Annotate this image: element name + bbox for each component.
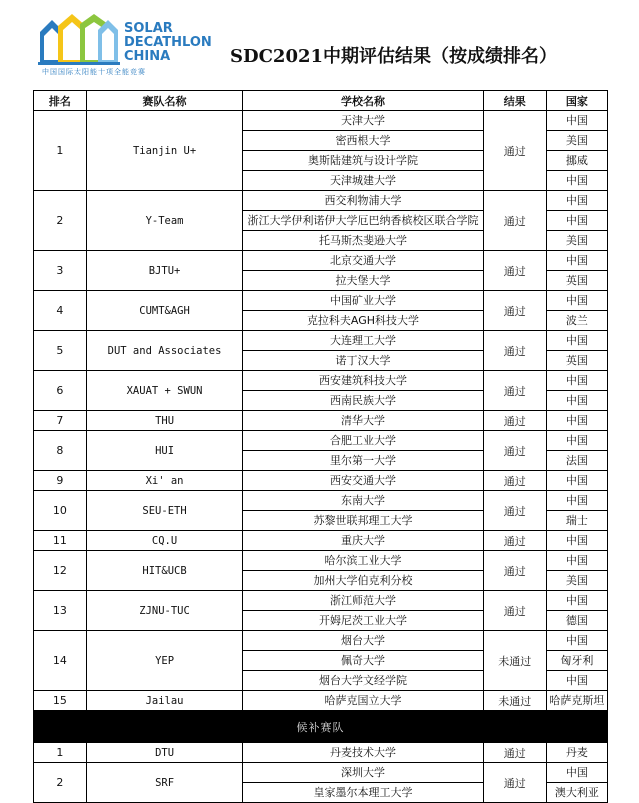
school-name: 烟台大学文经学院 [243,670,482,690]
school-name: 烟台大学 [340,634,385,647]
table-row [34,763,608,803]
col-team-header: 赛队名称 [86,91,242,111]
rank-cell: 3 [34,251,87,291]
result-cell: 通过 [483,111,546,191]
country-name: 法国 [547,450,607,470]
school-name: 东南大学 [340,494,385,507]
table-row [34,591,608,631]
col-school-header: 学校名称 [243,91,483,111]
solar-decathlon-logo [38,12,218,78]
result-cell: 通过 [483,371,546,411]
team-cell: Jailau [86,691,242,711]
school-name: 克拉科夫AGH科技大学 [243,310,482,330]
school-name: 西交利物浦大学 [324,194,402,207]
country-name: 美国 [547,570,607,590]
rank-cell: 14 [34,631,87,691]
team-cell: XAUAT + SWUN [86,371,242,411]
rank-cell: 8 [34,431,87,471]
country-name: 中国 [565,294,588,307]
team-cell: CUMT&AGH [86,291,242,331]
school-cell [243,291,483,331]
rank-cell: 15 [34,691,87,711]
country-name: 美国 [547,130,607,150]
school-cell [243,411,483,431]
logo-subtitle: 中国国际太阳能十项全能竞赛 [42,68,146,76]
rank-cell: 1 [34,111,87,191]
table-row [34,531,608,551]
school-cell [243,471,483,491]
alternate-label: 候补赛队 [34,711,608,743]
alternate-separator-row [34,711,608,743]
team-cell: DUT and Associates [86,331,242,371]
school-name: 苏黎世联邦理工大学 [243,510,482,530]
school-name: 里尔第一大学 [243,450,482,470]
school-name: 哈萨克国立大学 [324,694,402,707]
logo-line-3: CHINA [124,49,171,64]
country-name: 中国 [565,594,588,607]
country-cell [546,531,607,551]
table-row [34,471,608,491]
team-cell: DTU [86,743,242,763]
rank-cell: 5 [34,331,87,371]
result-cell: 通过 [483,331,546,371]
table-row [34,111,608,191]
school-name: 丹麦技术大学 [329,746,396,759]
school-name: 西南民族大学 [243,390,482,410]
country-cell [546,191,607,251]
country-name: 英国 [547,270,607,290]
result-cell: 通过 [483,551,546,591]
rank-cell: 1 [34,743,87,763]
result-cell: 通过 [483,743,546,763]
country-name: 波兰 [547,310,607,330]
country-name: 中国 [547,170,607,190]
table-row [34,743,608,763]
rank-cell: 9 [34,471,87,491]
country-name: 挪威 [547,150,607,170]
country-name: 德国 [547,610,607,630]
school-name: 重庆大学 [340,534,385,547]
school-name: 开姆尼茨工业大学 [243,610,482,630]
table-row [34,331,608,371]
country-cell [546,551,607,591]
result-cell: 通过 [483,251,546,291]
country-cell [546,591,607,631]
country-cell [546,471,607,491]
country-cell [546,491,607,531]
result-cell: 通过 [483,431,546,471]
team-cell: CQ.U [86,531,242,551]
school-name: 佩奇大学 [243,650,482,670]
team-cell: Y-Team [86,191,242,251]
country-name: 中国 [565,194,588,207]
rank-cell: 7 [34,411,87,431]
result-cell: 未通过 [483,631,546,691]
school-name: 浙江师范大学 [329,594,396,607]
school-name: 奥斯陆建筑与设计学院 [243,150,482,170]
country-cell [546,431,607,471]
rank-cell: 6 [34,371,87,411]
rank-cell: 12 [34,551,87,591]
results-table [33,90,608,803]
country-name: 中国 [565,414,588,427]
team-cell: HIT&UCB [86,551,242,591]
result-cell: 通过 [483,291,546,331]
country-name: 中国 [565,114,588,127]
country-name: 中国 [547,210,607,230]
school-name: 密西根大学 [243,130,482,150]
country-name: 中国 [547,670,607,690]
table-row [34,431,608,471]
school-cell [243,551,483,591]
team-cell: HUI [86,431,242,471]
school-name: 托马斯杰斐逊大学 [243,230,482,250]
school-name: 清华大学 [340,414,385,427]
country-cell [546,691,607,711]
table-row [34,251,608,291]
country-cell [546,331,607,371]
country-cell [546,371,607,411]
table-header-row [34,91,608,111]
country-cell [546,743,607,763]
col-result-header: 结果 [483,91,546,111]
team-cell: Tianjin U+ [86,111,242,191]
school-name: 西安交通大学 [329,474,396,487]
logo-line-1: SOLAR [124,21,173,36]
country-name: 中国 [565,534,588,547]
team-cell: BJTU+ [86,251,242,291]
rank-cell: 2 [34,763,87,803]
country-name: 中国 [565,254,588,267]
result-cell: 通过 [483,411,546,431]
alternates-body [34,743,608,803]
result-cell: 通过 [483,491,546,531]
rank-cell: 10 [34,491,87,531]
school-cell [243,191,483,251]
country-name: 澳大利亚 [547,782,607,802]
result-cell: 通过 [483,471,546,491]
school-name: 中国矿业大学 [329,294,396,307]
team-cell: SEU-ETH [86,491,242,531]
result-cell: 通过 [483,531,546,551]
school-cell [243,763,483,803]
school-name: 加州大学伯克利分校 [243,570,482,590]
rank-cell: 13 [34,591,87,631]
table-row [34,491,608,531]
table-row [34,551,608,591]
country-cell [546,251,607,291]
country-name: 中国 [565,634,588,647]
school-name: 哈尔滨工业大学 [324,554,402,567]
country-name: 中国 [565,766,588,779]
country-cell [546,631,607,691]
country-cell [546,763,607,803]
country-cell [546,411,607,431]
team-cell: Xi' an [86,471,242,491]
school-cell [243,591,483,631]
col-country-header: 国家 [546,91,607,111]
team-cell: THU [86,411,242,431]
country-name: 中国 [565,434,588,447]
table-row [34,631,608,691]
country-cell [546,111,607,191]
table-row [34,191,608,251]
school-name: 北京交通大学 [329,254,396,267]
teams-body [34,111,608,711]
result-cell: 未通过 [483,691,546,711]
school-name: 诺丁汉大学 [243,350,482,370]
houses-logo-icon [38,12,120,66]
logo-wordmark [124,22,212,64]
team-cell: ZJNU-TUC [86,591,242,631]
country-name: 中国 [565,494,588,507]
country-name: 美国 [547,230,607,250]
country-name: 匈牙利 [547,650,607,670]
table-row [34,691,608,711]
team-cell: SRF [86,763,242,803]
school-name: 拉夫堡大学 [243,270,482,290]
table-row [34,371,608,411]
country-name: 中国 [547,390,607,410]
school-name: 天津城建大学 [243,170,482,190]
school-cell [243,111,483,191]
school-name: 浙江大学伊利诺伊大学厄巴纳香槟校区联合学院 [243,210,482,230]
country-cell [546,291,607,331]
col-rank-header: 排名 [34,91,87,111]
country-name: 英国 [547,350,607,370]
school-name: 天津大学 [340,114,385,127]
school-cell [243,251,483,291]
country-name: 瑞士 [547,510,607,530]
school-name: 深圳大学 [340,766,385,779]
school-cell [243,331,483,371]
school-name: 皇家墨尔本理工大学 [243,782,482,802]
country-name: 中国 [565,554,588,567]
country-name: 中国 [565,374,588,387]
school-name: 大连理工大学 [329,334,396,347]
team-cell: YEP [86,631,242,691]
table-row [34,411,608,431]
table-row [34,291,608,331]
country-name: 哈萨克斯坦 [549,694,605,707]
country-name: 中国 [565,474,588,487]
school-cell [243,743,483,763]
rank-cell: 2 [34,191,87,251]
school-cell [243,531,483,551]
school-cell [243,431,483,471]
school-cell [243,371,483,411]
rank-cell: 4 [34,291,87,331]
school-cell [243,491,483,531]
school-cell [243,631,483,691]
school-cell [243,691,483,711]
result-cell: 通过 [483,191,546,251]
result-cell: 通过 [483,763,546,803]
country-name: 丹麦 [565,746,588,759]
school-name: 西安建筑科技大学 [318,374,407,387]
school-name: 合肥工业大学 [329,434,396,447]
header [0,0,639,88]
logo-line-2: DECATHLON [124,35,212,50]
country-name: 中国 [565,334,588,347]
rank-cell: 11 [34,531,87,551]
page-title: SDC2021中期评估结果（按成绩排名） [230,46,558,67]
result-cell: 通过 [483,591,546,631]
